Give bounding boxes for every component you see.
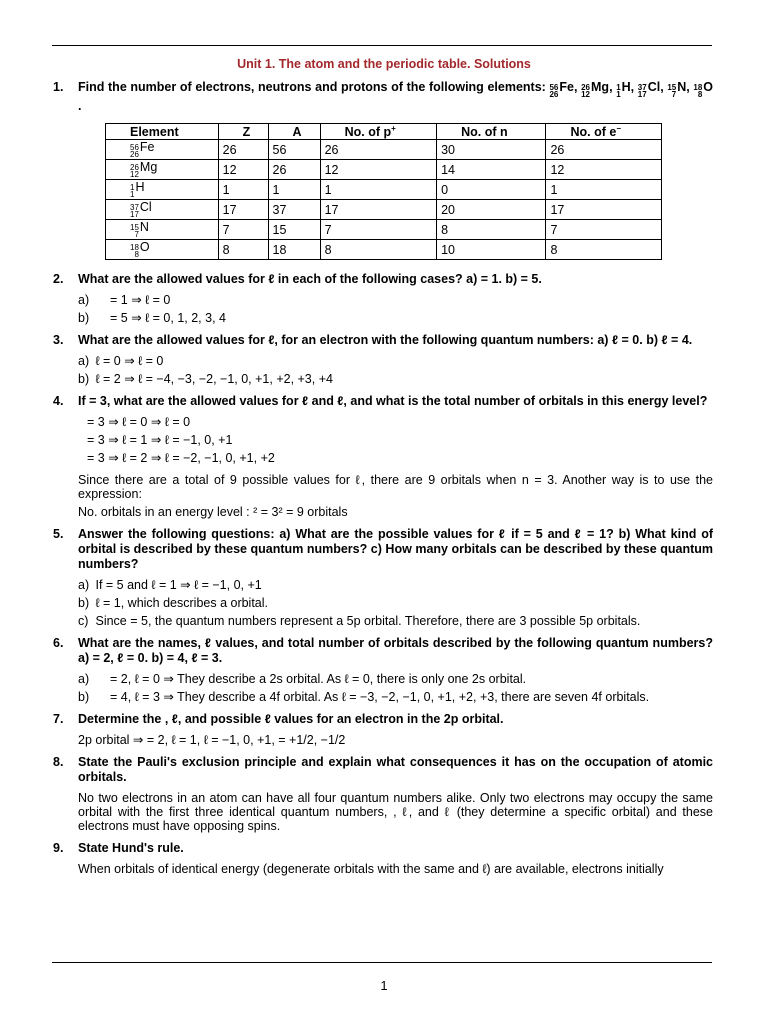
nuclide-symbol [693, 80, 713, 99]
nuclide-symbol [130, 140, 155, 159]
question-text: Answer the following questions: a) What are the possible values for ℓ if = 5 and ℓ = 1? b) What kind of orbital is described by these quantum numbers? c) How many orbitals can be described by these quantum numbers? [78, 527, 713, 572]
mass-number: 1 [130, 183, 135, 193]
table-body [106, 140, 662, 260]
table-cell: 8 [437, 220, 546, 240]
mass-number: 37 [130, 203, 139, 213]
answer-text: = 2, ℓ = 0 ⇒ They describe a 2s orbital. As ℓ = 0, there is only one 2s orbital. [110, 672, 527, 687]
table-header-cell: Element [106, 124, 219, 140]
nuclide-symbol [130, 240, 150, 259]
table-cell [106, 220, 219, 240]
answer-label: a) [78, 354, 90, 369]
table-row [106, 220, 662, 240]
document-body [53, 80, 713, 884]
question-text: State the Pauli's exclusion principle and explain what consequences it has on the occupation of atomic orbitals. [78, 755, 713, 785]
answer-line: 2p orbital ⇒ = 2, ℓ = 1, ℓ = −1, 0, +1, = +1/2, −1/2 [78, 733, 346, 748]
nuclide-symbol [130, 180, 144, 199]
element-symbol: Cl [139, 200, 152, 215]
answer-line [53, 614, 713, 628]
mass-number: 56 [130, 143, 139, 153]
table-cell: 20 [437, 200, 546, 220]
answer-label: b) [78, 311, 90, 326]
question-text: If = 3, what are the allowed values for ℓ and ℓ, and what is the total number of orbitals in this energy level? [78, 394, 708, 409]
table-cell [106, 240, 219, 260]
mass-number: 56 [549, 83, 559, 92]
atomic-number: 1 [616, 90, 621, 99]
table-cell: 26 [320, 140, 437, 160]
table-row [106, 240, 662, 260]
atomic-number: 8 [134, 250, 139, 260]
isotope-numbers [130, 184, 134, 198]
table-cell: 26 [268, 160, 320, 180]
isotope-numbers [549, 84, 558, 98]
isotope-numbers [693, 84, 702, 98]
nuclide-symbol [638, 80, 660, 99]
isotope-numbers [130, 164, 139, 178]
answer-label: b) [78, 372, 90, 387]
answer-line [53, 415, 713, 429]
mass-number: 18 [693, 83, 703, 92]
question-number: 1. [53, 80, 64, 94]
table-row [106, 180, 662, 200]
element-symbol: Fe [559, 80, 574, 94]
nuclide-symbol [616, 80, 630, 99]
answer-text: ℓ = 2 ⇒ ℓ = −4, −3, −2, −1, 0, +1, +2, +3, +4 [95, 372, 333, 387]
answer-line [53, 451, 713, 465]
question-text: What are the allowed values for ℓ, for an electron with the following quantum numbers: a) ℓ = 0. b) ℓ = 4. [78, 333, 693, 348]
answer-text: Since = 5, the quantum numbers represent a 5p orbital. Therefore, there are 3 possible 5p orbitals. [95, 614, 641, 629]
table-cell: 1 [320, 180, 437, 200]
nuclide-symbol [667, 80, 686, 99]
table-cell [106, 180, 219, 200]
question-text: Find the number of electrons, neutrons and protons of the following elements: [78, 80, 550, 94]
answer-line [53, 578, 713, 592]
element-symbol: N [677, 80, 687, 94]
element-symbol: N [139, 220, 149, 235]
answer-line [53, 433, 713, 447]
question-text: State Hund's rule. [78, 841, 184, 856]
atomic-number: 17 [637, 90, 647, 99]
isotope-numbers [130, 204, 139, 218]
isotope-numbers [616, 84, 620, 98]
table-cell: 26 [546, 140, 662, 160]
atomic-number: 12 [581, 90, 590, 99]
table-header-cell: No. of e− [546, 124, 662, 140]
question-7 [53, 712, 713, 727]
table-header-cell: No. of p+ [320, 124, 437, 140]
answer-text: = 3 ⇒ ℓ = 2 ⇒ ℓ = −2, −1, 0, +1, +2 [87, 451, 275, 466]
element-symbol: Cl [647, 80, 661, 94]
answer-label: b) [78, 596, 90, 611]
isotope-numbers [638, 84, 647, 98]
question-number: 7. [53, 712, 64, 727]
answer-text: = 5 ⇒ ℓ = 0, 1, 2, 3, 4 [110, 311, 226, 326]
answer-line [53, 372, 713, 386]
mass-number: 1 [616, 83, 621, 92]
question-text: What are the allowed values for ℓ in each of the following cases? a) = 1. b) = 5. [78, 272, 542, 287]
question-2 [53, 272, 713, 287]
atomic-number: 26 [130, 150, 139, 160]
table-cell: 12 [320, 160, 437, 180]
answer-line [53, 690, 713, 704]
atomic-number: 7 [671, 90, 677, 99]
answer-text: = 3 ⇒ ℓ = 1 ⇒ ℓ = −1, 0, +1 [87, 433, 233, 448]
mass-number: 37 [637, 83, 647, 92]
nuclide-symbol [130, 200, 152, 219]
isotope-numbers [581, 84, 590, 98]
answer-paragraph: When orbitals of identical energy (degenerate orbitals with the same and ℓ) are available, electrons initially [78, 862, 664, 877]
page-number: 1 [380, 978, 388, 993]
table-header-row [106, 124, 662, 140]
table-cell: 1 [546, 180, 662, 200]
top-rule [52, 45, 712, 46]
answer-line [53, 293, 713, 307]
page-title: Unit 1. The atom and the periodic table. Solutions [237, 57, 531, 71]
question-3 [53, 333, 713, 348]
mass-number: 26 [581, 83, 590, 92]
question-5 [53, 527, 713, 572]
answer-text: ℓ = 0 ⇒ ℓ = 0 [95, 354, 164, 369]
question-text: Determine the , ℓ, and possible ℓ values for an electron in the 2p orbital. [78, 712, 504, 727]
answer-paragraph: No. orbitals in an energy level : ² = 3² = 9 orbitals [78, 505, 348, 520]
question-number: 3. [53, 333, 64, 348]
question-4 [53, 394, 713, 409]
table-cell: 7 [320, 220, 437, 240]
element-symbol: H [135, 180, 145, 195]
question-8 [53, 755, 713, 785]
isotope-numbers [130, 144, 139, 158]
question-number: 2. [53, 272, 64, 287]
answer-label: c) [78, 614, 89, 629]
table-cell: 14 [437, 160, 546, 180]
isotope-numbers [667, 84, 676, 98]
table-cell [106, 140, 219, 160]
nuclide-symbol [130, 220, 149, 239]
table-cell: 8 [320, 240, 437, 260]
table-row [106, 160, 662, 180]
table-header-cell: Z [218, 124, 268, 140]
table-cell: 17 [320, 200, 437, 220]
element-list: 56 26 Fe , 26 12 Mg , 1 1 H , 37 17 Cl , 15 7 N , 18 8 O . [78, 80, 714, 113]
answer-text: If = 5 and ℓ = 1 ⇒ ℓ = −1, 0, +1 [95, 578, 262, 593]
table-cell: 7 [546, 220, 662, 240]
answer-line [53, 354, 713, 368]
atomic-number: 7 [134, 230, 139, 240]
isotope-numbers [130, 244, 139, 258]
table-cell: 12 [218, 160, 268, 180]
table-cell [106, 200, 219, 220]
table-row [106, 200, 662, 220]
question-number: 9. [53, 841, 64, 856]
answer-label: b) [78, 690, 90, 705]
answer-line [53, 672, 713, 686]
table-cell: 7 [218, 220, 268, 240]
atomic-number: 12 [130, 170, 139, 180]
answer-line [53, 311, 713, 325]
table-cell: 30 [437, 140, 546, 160]
table-cell: 10 [437, 240, 546, 260]
element-table [105, 123, 662, 260]
answer-text: = 3 ⇒ ℓ = 0 ⇒ ℓ = 0 [87, 415, 191, 430]
table-cell: 17 [218, 200, 268, 220]
table-cell: 12 [546, 160, 662, 180]
table-cell: 17 [546, 200, 662, 220]
table-cell: 56 [268, 140, 320, 160]
answer-text: = 4, ℓ = 3 ⇒ They describe a 4f orbital. As ℓ = −3, −2, −1, 0, +1, +2, +3, there are seven 4f orbitals. [110, 690, 650, 705]
table-cell [106, 160, 219, 180]
answer-label: a) [78, 578, 90, 593]
element-symbol: Mg [139, 160, 158, 175]
element-symbol: H [621, 80, 631, 94]
answer-text: = 1 ⇒ ℓ = 0 [110, 293, 171, 308]
question-number: 6. [53, 636, 64, 651]
question-number: 5. [53, 527, 64, 542]
table-cell: 1 [268, 180, 320, 200]
table-cell: 18 [268, 240, 320, 260]
table-cell: 0 [437, 180, 546, 200]
element-symbol: O [703, 80, 714, 94]
table-header-cell: A [268, 124, 320, 140]
answer-text: ℓ = 1, which describes a orbital. [95, 596, 269, 611]
question-1 [53, 80, 713, 114]
question-number: 4. [53, 394, 64, 409]
atomic-number: 1 [130, 190, 135, 200]
table-cell: 26 [218, 140, 268, 160]
element-symbol: Mg [591, 80, 610, 94]
question-9 [53, 841, 713, 856]
atomic-number: 8 [697, 90, 703, 99]
table-cell: 1 [218, 180, 268, 200]
table-row [106, 140, 662, 160]
atomic-number: 26 [549, 90, 559, 99]
nuclide-symbol [549, 80, 574, 99]
nuclide-symbol [130, 160, 157, 179]
isotope-numbers [130, 224, 139, 238]
mass-number: 15 [667, 83, 677, 92]
table-header-cell: No. of n [437, 124, 546, 140]
table-cell: 15 [268, 220, 320, 240]
mass-number: 15 [130, 223, 139, 233]
table-cell: 37 [268, 200, 320, 220]
bottom-rule [52, 962, 712, 963]
element-symbol: O [139, 240, 150, 255]
element-symbol: Fe [139, 140, 155, 155]
mass-number: 26 [130, 163, 139, 173]
question-number: 8. [53, 755, 64, 770]
answer-line [53, 596, 713, 610]
nuclide-symbol [581, 80, 609, 99]
question-6 [53, 636, 713, 666]
answer-paragraph: No two electrons in an atom can have all four quantum numbers alike. Only two electrons may occupy the same orbital with the first three identical quantum numbers, , ℓ, and ℓ (they determine a specific orbital) and these electrons must have opposing spins. [78, 791, 713, 834]
answer-label: a) [78, 293, 90, 308]
mass-number: 18 [130, 243, 139, 253]
answer-label: a) [78, 672, 90, 687]
table-cell: 8 [218, 240, 268, 260]
question-text: What are the names, ℓ values, and total number of orbitals described by the following quantum numbers? a) = 2, ℓ = 0. b) = 4, ℓ = 3. [78, 636, 713, 666]
table-cell: 8 [546, 240, 662, 260]
atomic-number: 17 [130, 210, 139, 220]
answer-paragraph: Since there are a total of 9 possible values for ℓ, there are 9 orbitals when n = 3. Another way is to use the expression: [78, 473, 713, 502]
